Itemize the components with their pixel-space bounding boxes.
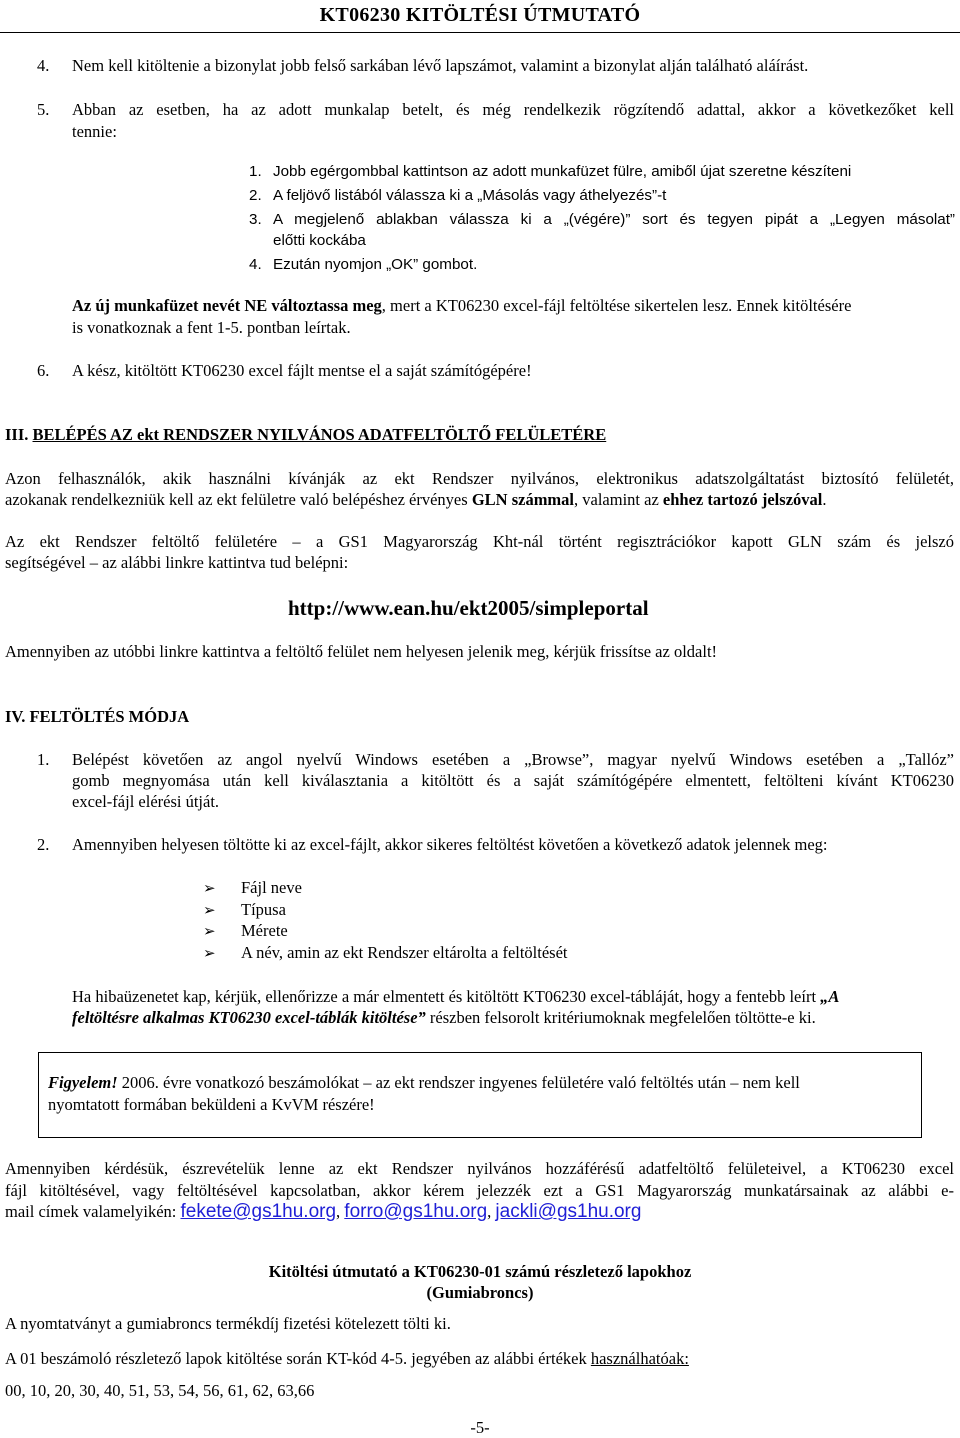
notice-line xyxy=(48,1073,800,1093)
error-paragraph-line xyxy=(72,1008,816,1028)
separator: , xyxy=(336,1202,345,1221)
header-divider xyxy=(0,32,960,33)
list-item-number: 5. xyxy=(37,100,50,119)
sub-step-text: előtti kockába xyxy=(273,232,366,249)
list-item-text: gomb megnyomása után kell kiválasztania a kitöltött és a saját számítógépére elmentett, feltölteni kívánt KT06230 xyxy=(72,771,954,790)
bullet-item: Típusa xyxy=(241,900,286,919)
bullet-item: A név, amin az ekt Rendszer eltárolta a feltöltését xyxy=(241,943,568,962)
text-run: részben felsorolt kritériumoknak megfelelően töltötte-e ki. xyxy=(425,1008,816,1027)
page-title: KT06230 KITÖLTÉSI ÚTMUTATÓ xyxy=(319,4,641,26)
text-run: A 01 beszámoló részletező lapok kitöltése során KT-kód 4-5. jegyében az alábbi értékek xyxy=(5,1349,591,1368)
paragraph: Az ekt Rendszer feltöltő felületére – a GS1 Magyarország Kht-nál történt regisztrációkor kapott GLN szám és jelszó xyxy=(5,532,954,551)
sub-step-text: Ezután nyomjon „OK” gombot. xyxy=(273,256,478,273)
subsection-subtitle: (Gumiabroncs) xyxy=(426,1283,534,1302)
warning-line xyxy=(72,296,851,316)
paragraph: Amennyiben kérdésük, észrevételük lenne az ekt Rendszer nyilvános hozzáférésű adatfeltöltő felületeivel, a KT06230 excel xyxy=(5,1159,954,1178)
paragraph: A nyomtatványt a gumiabroncs termékdíj fizetési kötelezett tölti ki. xyxy=(5,1314,451,1333)
gln-emphasis: GLN számmal xyxy=(471,490,575,509)
list-item-text: excel-fájl elérési útját. xyxy=(72,792,220,811)
notice-line: nyomtatott formában beküldeni a KvVM részére! xyxy=(48,1095,375,1114)
page-number: -5- xyxy=(470,1418,490,1437)
list-item-text: Nem kell kitöltenie a bizonylat jobb felső sarkában lévő lapszámot, valamint a bizonylat alján található aláírást. xyxy=(72,56,809,75)
password-emphasis: ehhez tartozó jelszóval xyxy=(662,490,823,509)
bullet-item: Mérete xyxy=(241,921,288,940)
code-list: 00, 10, 20, 30, 40, 51, 53, 54, 56, 61, 62, 63,66 xyxy=(5,1381,315,1400)
paragraph: Azon felhasználók, akik használni kívánják az ekt Rendszer nyilvános, elektronikus adatszolgáltatást biztosító felületét, xyxy=(5,469,954,488)
text-run: 2006. évre vonatkozó beszámolókat – az ekt rendszer ingyenes felületére való feltöltés után – nem kell xyxy=(117,1073,800,1092)
list-item-number: 2. xyxy=(37,835,50,854)
warning-text: is vonatkoznak a fent 1-5. pontban leírtak. xyxy=(72,318,351,337)
arrow-bullet-icon: ➢ xyxy=(203,922,216,940)
contact-emails-line xyxy=(5,1201,641,1223)
email-link[interactable]: forro@gs1hu.org xyxy=(344,1201,488,1222)
arrow-bullet-icon: ➢ xyxy=(203,944,216,962)
warning-text: , mert a KT06230 excel-fájl feltöltése sikertelen lesz. Ennek kitöltésére xyxy=(381,296,852,315)
underlined-text: használhatóak: xyxy=(590,1349,689,1368)
sub-step-text: A feljövő listából válassza ki a „Másolás vagy áthelyezés”-t xyxy=(273,187,667,204)
text-run: . xyxy=(822,490,827,509)
list-item-text: tennie: xyxy=(72,122,117,141)
sub-step-number: 4. xyxy=(249,256,262,273)
portal-link[interactable]: http://www.ean.hu/ekt2005/simpleportal xyxy=(288,596,649,620)
email-link[interactable]: fekete@gs1hu.org xyxy=(180,1201,337,1222)
sub-step-text: A megjelenő ablakban válassza ki a „(végére)” sort és tegyen pipát a „Legyen másolat” xyxy=(273,211,955,228)
bullet-item: Fájl neve xyxy=(241,878,302,897)
arrow-bullet-icon: ➢ xyxy=(203,879,216,897)
list-item-number: 4. xyxy=(37,56,50,75)
paragraph-line xyxy=(5,490,826,510)
emphasis: „A xyxy=(820,987,840,1006)
emphasis: feltöltésre alkalmas KT06230 excel-táblák kitöltése” xyxy=(72,1008,426,1027)
sub-step-number: 3. xyxy=(249,211,262,228)
text-run: Ha hibaüzenetet kap, kérjük, ellenőrizze a már elmentett és kitöltött KT06230 excel-tábláját, hogy a fentebb leírt xyxy=(72,987,821,1006)
notice-label: Figyelem! xyxy=(48,1073,118,1092)
sub-step-text: Jobb egérgombbal kattintson az adott munkafüzet fülre, amiből újat szeretne készíteni xyxy=(273,163,852,180)
email-link[interactable]: jackli@gs1hu.org xyxy=(495,1201,642,1222)
list-item-text: A kész, kitöltött KT06230 excel fájlt mentse el a saját számítógépére! xyxy=(72,361,532,380)
text-run: , valamint az xyxy=(574,490,663,509)
section-heading xyxy=(5,425,606,445)
paragraph: segítségével – az alábbi linkre kattintva tud belépni: xyxy=(5,553,349,572)
paragraph: fájl kitöltésével, vagy feltöltésével kapcsolatban, akkor kérem jelezzék ezt a GS1 Magyarország munkatársainak az alábbi e- xyxy=(5,1181,954,1200)
sub-step-number: 1. xyxy=(249,163,262,180)
separator: , xyxy=(487,1202,496,1221)
text-run: azokanak rendelkezniük kell az ekt felületre való belépéshez érvényes xyxy=(5,490,472,509)
error-paragraph-line xyxy=(72,987,839,1007)
paragraph-line xyxy=(5,1349,689,1369)
section-number: III. xyxy=(5,425,29,444)
list-item-number: 6. xyxy=(37,361,50,380)
arrow-bullet-icon: ➢ xyxy=(203,901,216,919)
subsection-title: Kitöltési útmutató a KT06230-01 számú részletező lapokhoz xyxy=(268,1262,692,1281)
sub-step-number: 2. xyxy=(249,187,262,204)
list-item-text: Belépést követően az angol nyelvű Windows esetében a „Browse”, magyar nyelvű Windows esetében a „Tallóz” xyxy=(72,750,954,769)
list-item-number: 1. xyxy=(37,750,50,769)
section-title: BELÉPÉS AZ ekt RENDSZER NYILVÁNOS ADATFELTÖLTŐ FELÜLETÉRE xyxy=(32,425,607,444)
paragraph: Amennyiben az utóbbi linkre kattintva a feltöltő felület nem helyesen jelenik meg, kérjük frissítse az oldalt! xyxy=(5,642,718,661)
list-item-text: Amennyiben helyesen töltötte ki az excel-fájlt, akkor sikeres feltöltést követően a következő adatok jelennek meg: xyxy=(72,835,828,854)
text-run: mail címek valamelyikén: xyxy=(5,1202,181,1221)
list-item-text: Abban az esetben, ha az adott munkalap betelt, és még rendelkezik rögzítendő adattal, akkor a következőket kell xyxy=(72,100,954,119)
section-heading: IV. FELTÖLTÉS MÓDJA xyxy=(5,707,190,726)
warning-bold: Az új munkafüzet nevét NE változtassa meg xyxy=(72,296,382,315)
